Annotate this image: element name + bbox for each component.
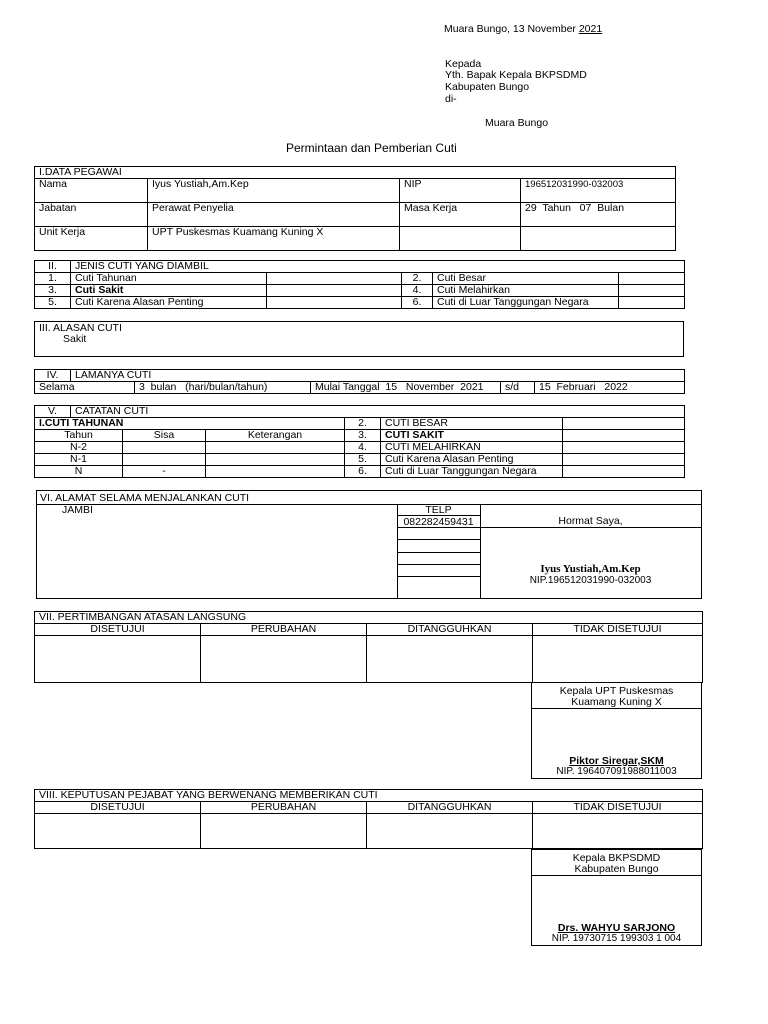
- jenis-cuti-item: Cuti Tahunan: [71, 273, 267, 285]
- lamanya-cuti-num: IV.: [35, 370, 71, 382]
- mulai-tanggal: Mulai Tanggal 15 November 2021: [311, 382, 501, 394]
- recipient-kabupaten: Kabupaten Bungo: [445, 81, 530, 93]
- lamanya-cuti-table: [34, 369, 685, 394]
- sisa-cell: [123, 442, 206, 454]
- recipient-kepada: Kepada: [445, 58, 482, 70]
- signer-name: Iyus Yustiah,Am.Kep: [540, 563, 641, 575]
- divider: [397, 527, 701, 528]
- sisa-cell: [123, 454, 206, 466]
- catatan-empty-cell: [563, 418, 685, 430]
- catatan-num: 2.: [345, 418, 381, 430]
- keterangan-cell: [206, 442, 345, 454]
- divider: [397, 539, 480, 540]
- catatan-item: CUTI BESAR: [381, 418, 563, 430]
- col-tidak-disetujui: TIDAK DISETUJUI: [533, 802, 703, 814]
- jenis-cuti-check[interactable]: [619, 297, 685, 309]
- nama-value: Iyus Yustiah,Am.Kep: [148, 179, 400, 203]
- col-perubahan: PERUBAHAN: [201, 802, 367, 814]
- jenis-cuti-item: Cuti Karena Alasan Penting: [71, 297, 267, 309]
- jenis-cuti-item: Cuti Melahirkan: [433, 285, 619, 297]
- data-pegawai-header: I.DATA PEGAWAI: [35, 167, 676, 179]
- col-perubahan: PERUBAHAN: [201, 624, 367, 636]
- alamat-value: JAMBI: [62, 504, 93, 516]
- col-tidak-disetujui: TIDAK DISETUJUI: [533, 624, 703, 636]
- jenis-cuti-num: 6.: [402, 297, 433, 309]
- divider: [397, 576, 480, 577]
- jabatan-value: Perawat Penyelia: [148, 203, 400, 227]
- letter-year: 2021: [578, 23, 603, 35]
- official-name: Drs. WAHYU SARJONO: [557, 922, 676, 934]
- alasan-cuti-box: [34, 321, 684, 357]
- atasan-signature-box: [531, 682, 702, 779]
- official-title: Kuamang Kuning X: [571, 696, 662, 708]
- tahun-cell: N-2: [35, 442, 123, 454]
- jenis-cuti-num: 5.: [35, 297, 71, 309]
- end-date: 15 Februari 2022: [535, 382, 685, 394]
- jenis-cuti-check[interactable]: [267, 297, 402, 309]
- pertimbangan-header: VII. PERTIMBANGAN ATASAN LANGSUNG: [35, 612, 703, 624]
- duration-value: 3 bulan (hari/bulan/tahun): [135, 382, 311, 394]
- pejabat-signature-box: [531, 849, 702, 946]
- alasan-cuti-header: III. ALASAN CUTI: [39, 322, 122, 334]
- jenis-cuti-num: II.: [35, 261, 71, 273]
- sisa-cell: -: [123, 466, 206, 478]
- col-ditangguhkan: DITANGGUHKAN: [367, 802, 533, 814]
- catatan-num: 4.: [345, 442, 381, 454]
- decision-cell[interactable]: [533, 636, 703, 683]
- pertimbangan-table: [34, 611, 703, 683]
- unit-kerja-label: Unit Kerja: [35, 227, 148, 251]
- divider: [532, 708, 701, 709]
- page-title: Permintaan dan Pemberian Cuti: [286, 141, 457, 155]
- divider: [532, 875, 701, 876]
- jenis-cuti-num: 4.: [402, 285, 433, 297]
- lamanya-cuti-header: LAMANYA CUTI: [71, 370, 685, 382]
- catatan-item: CUTI MELAHIRKAN: [381, 442, 563, 454]
- keterangan-cell: [206, 466, 345, 478]
- nip-value: 196512031990-032003: [521, 179, 676, 203]
- catatan-item-selected: CUTI SAKIT: [381, 430, 563, 442]
- place-date: Muara Bungo, 13 November 2021: [444, 23, 603, 35]
- catatan-empty-cell: [563, 442, 685, 454]
- recipient-city: Muara Bungo: [485, 117, 549, 129]
- col-tahun: Tahun: [35, 430, 123, 442]
- official-nip: NIP. 196407091988011003: [556, 766, 677, 777]
- nama-label: Nama: [35, 179, 148, 203]
- col-sisa: Sisa: [123, 430, 206, 442]
- jenis-cuti-item: Cuti Besar: [433, 273, 619, 285]
- decision-cell[interactable]: [35, 636, 201, 683]
- col-keterangan: Keterangan: [206, 430, 345, 442]
- catatan-item: Cuti Karena Alasan Penting: [381, 454, 563, 466]
- official-title: Kepala BKPSDMD: [572, 852, 661, 864]
- jabatan-label: Jabatan: [35, 203, 148, 227]
- divider: [37, 504, 701, 505]
- telp-value: 082282459431: [403, 516, 474, 528]
- divider: [397, 552, 480, 553]
- decision-cell[interactable]: [367, 814, 533, 849]
- jenis-cuti-check[interactable]: [619, 285, 685, 297]
- catatan-empty-cell: [563, 454, 685, 466]
- alamat-header: VI. ALAMAT SELAMA MENJALANKAN CUTI: [40, 492, 250, 504]
- divider: [397, 515, 480, 516]
- jenis-cuti-item-selected: Cuti Sakit: [71, 285, 267, 297]
- col-disetujui: DISETUJUI: [35, 624, 201, 636]
- jenis-cuti-item: Cuti di Luar Tanggungan Negara: [433, 297, 619, 309]
- official-nip: NIP. 19730715 199303 1 004: [551, 933, 682, 944]
- catatan-cuti-num: V.: [35, 406, 71, 418]
- official-title: Kepala UPT Puskesmas: [559, 685, 674, 697]
- cuti-tahunan-header: I.CUTI TAHUNAN: [35, 418, 345, 430]
- signer-nip: NIP.196512031990-032003: [529, 575, 652, 586]
- alamat-box: [36, 490, 702, 599]
- data-pegawai-table: [34, 166, 676, 251]
- unit-kerja-empty-cell: [400, 227, 521, 251]
- jenis-cuti-num: 1.: [35, 273, 71, 285]
- unit-kerja-value: UPT Puskesmas Kuamang Kuning X: [148, 227, 400, 251]
- tahun-cell: N-1: [35, 454, 123, 466]
- jenis-cuti-table: [34, 260, 685, 309]
- catatan-item: Cuti di Luar Tanggungan Negara: [381, 466, 563, 478]
- col-disetujui: DISETUJUI: [35, 802, 201, 814]
- recipient-yth: Yth. Bapak Kepala BKPSDMD: [445, 69, 587, 81]
- catatan-cuti-header: CATATAN CUTI: [71, 406, 685, 418]
- catatan-num: 5.: [345, 454, 381, 466]
- official-name: Piktor Siregar,SKM: [569, 755, 664, 767]
- recipient-di: di-: [445, 93, 457, 105]
- selama-label: Selama: [35, 382, 135, 394]
- keputusan-table: [34, 789, 703, 849]
- telp-label: TELP: [425, 504, 452, 516]
- decision-cell[interactable]: [533, 814, 703, 849]
- alasan-cuti-value: Sakit: [63, 333, 87, 345]
- catatan-empty-cell: [563, 466, 685, 478]
- jenis-cuti-check[interactable]: [267, 285, 402, 297]
- catatan-empty-cell: [563, 430, 685, 442]
- col-ditangguhkan: DITANGGUHKAN: [367, 624, 533, 636]
- decision-cell[interactable]: [35, 814, 201, 849]
- decision-cell[interactable]: [201, 636, 367, 683]
- decision-cell[interactable]: [367, 636, 533, 683]
- masa-kerja-value: 29 Tahun 07 Bulan: [521, 203, 676, 227]
- jenis-cuti-num: 3.: [35, 285, 71, 297]
- catatan-cuti-table: [34, 405, 685, 478]
- jenis-cuti-header: JENIS CUTI YANG DIAMBIL: [71, 261, 685, 273]
- decision-cell[interactable]: [201, 814, 367, 849]
- jenis-cuti-num: 2.: [402, 273, 433, 285]
- masa-kerja-label: Masa Kerja: [400, 203, 521, 227]
- hormat-saya: Hormat Saya,: [558, 515, 623, 527]
- official-title: Kabupaten Bungo: [574, 863, 659, 875]
- sd-label: s/d: [501, 382, 535, 394]
- tahun-cell: N: [35, 466, 123, 478]
- keterangan-cell: [206, 454, 345, 466]
- jenis-cuti-check[interactable]: [267, 273, 402, 285]
- unit-kerja-empty-cell: [521, 227, 676, 251]
- keputusan-header: VIII. KEPUTUSAN PEJABAT YANG BERWENANG MEMBERIKAN CUTI: [35, 790, 703, 802]
- nip-label: NIP: [400, 179, 521, 203]
- catatan-num: 6.: [345, 466, 381, 478]
- divider: [397, 564, 480, 565]
- catatan-num: 3.: [345, 430, 381, 442]
- jenis-cuti-check[interactable]: [619, 273, 685, 285]
